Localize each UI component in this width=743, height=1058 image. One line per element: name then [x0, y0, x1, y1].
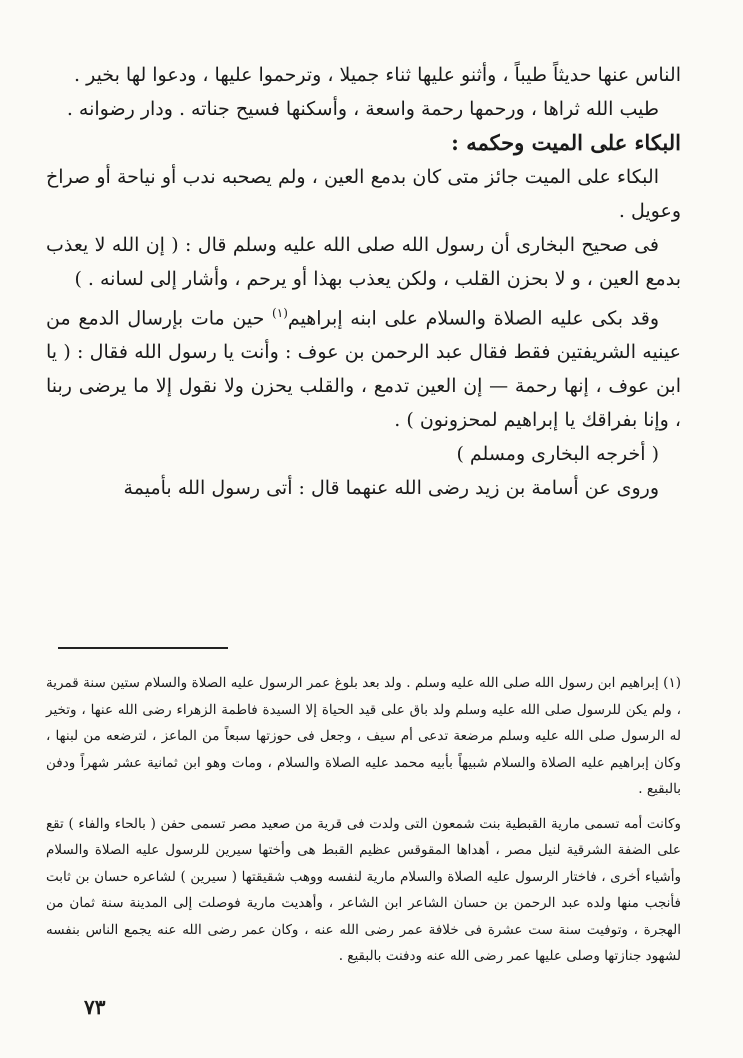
- page-number: ٧٣: [84, 995, 106, 1019]
- ibrahim-text-start: وقد بكى عليه الصلاة والسلام على ابنه إبراهيم: [287, 307, 659, 330]
- prayer-paragraph: طيب الله ثراها ، ورحمها رحمة واسعة ، وأسكنها فسيح جناته . ودار رضوانه .: [66, 98, 659, 120]
- footnotes: [46, 670, 681, 970]
- footnote-separator: [58, 647, 228, 649]
- ruling-paragraph: البكاء على الميت جائز متى كان بدمع العين ، ولم يصحبه ندب أو نياحة أو صراخ وعويل .: [46, 166, 681, 222]
- source-citation: ( أخرجه البخارى ومسلم ): [456, 443, 659, 466]
- ibrahim-text-end: حين مات بإرسال الدمع من عينيه الشريفتين فقط فقال عبد الرحمن بن عوف : وأنت يا رسول الله فقال : ( يا ابن عوف ، إنها رحمة — إن العين تدمع ، والقلب يحزن ولا نقول إلا ما يرضى ربنا ، وإنا بفراقك يا إبراهيم لمحزونون ) .: [46, 307, 681, 432]
- hadith-paragraph: فى صحيح البخارى أن رسول الله صلى الله عليه وسلم قال : ( إن الله لا يعذب بدمع العين ، و لا بحزن القلب ، ولكن يعذب بهذا أو يرحم ، وأشار إلى لسانه . ): [46, 234, 681, 290]
- ibrahim-paragraph: [46, 296, 681, 437]
- intro-paragraph: الناس عنها حديثاً طيباً ، وأثنو عليها ثناء جميلا ، وترحموا عليها ، ودعوا لها بخير .: [74, 64, 681, 86]
- main-text: [46, 58, 681, 505]
- footnote-1-continued: وكانت أمه تسمى مارية القبطية بنت شمعون التى ولدت فى قرية من صعيد مصر تسمى حفن ( بالحاء والفاء ) تقع على الضفة الشرقية لنيل مصر ، أهداها المقوقس عظيم القبط هى وأختها سيرين للرسول عليه الصلاة والسلام وأشياء أخرى ، فاختار الرسول عليه الصلاة والسلام مارية لنفسه ووهب شقيقتها ( سيرين ) لشاعره حسان بن ثابت فأنجب منها ولده عبد الرحمن بن حسان الشاعر ابن الشاعر ، وأهديت مارية فوصلت إلى المدينة سنة ثمان من الهجرة ، وتوفيت سنة ست عشرة فى خلافة عمر رضى الله عنه ، وكان عمر رضى الله عنه يجمع الناس بنفسه لشهود جنازتها وصلى عليها عمر رضى الله عنه ودفنت بالبقيع .: [46, 815, 681, 964]
- usama-paragraph: وروى عن أسامة بن زيد رضى الله عنهما قال : أتى رسول الله بأميمة: [123, 477, 659, 500]
- footnote-reference: (١): [272, 306, 288, 320]
- footnote-1: (١) إبراهيم ابن رسول الله صلى الله عليه وسلم . ولد بعد بلوغ عمر الرسول عليه الصلاة والسلام ستين سنة قمرية ، ولم يكن للرسول صلى الله عليه وسلم ولد باق على قيد الحياة إلا السيدة فاطمة الزهراء رضى الله عنها ، وتخير له الرسول صلى الله عليه وسلم مرضعة تدعى أم سيف ، وجعل فى حوزتها سبعاً من الماعز ، لترضعه من لبنها ، وكان إبراهيم عليه الصلاة والسلام شبيهاً بأبيه محمد عليه الصلاة والسلام ، ومات وهو ابن ثمانية عشر شهراً ودفن بالبقيع .: [46, 675, 681, 797]
- section-heading: البكاء على الميت وحكمه :: [451, 130, 681, 155]
